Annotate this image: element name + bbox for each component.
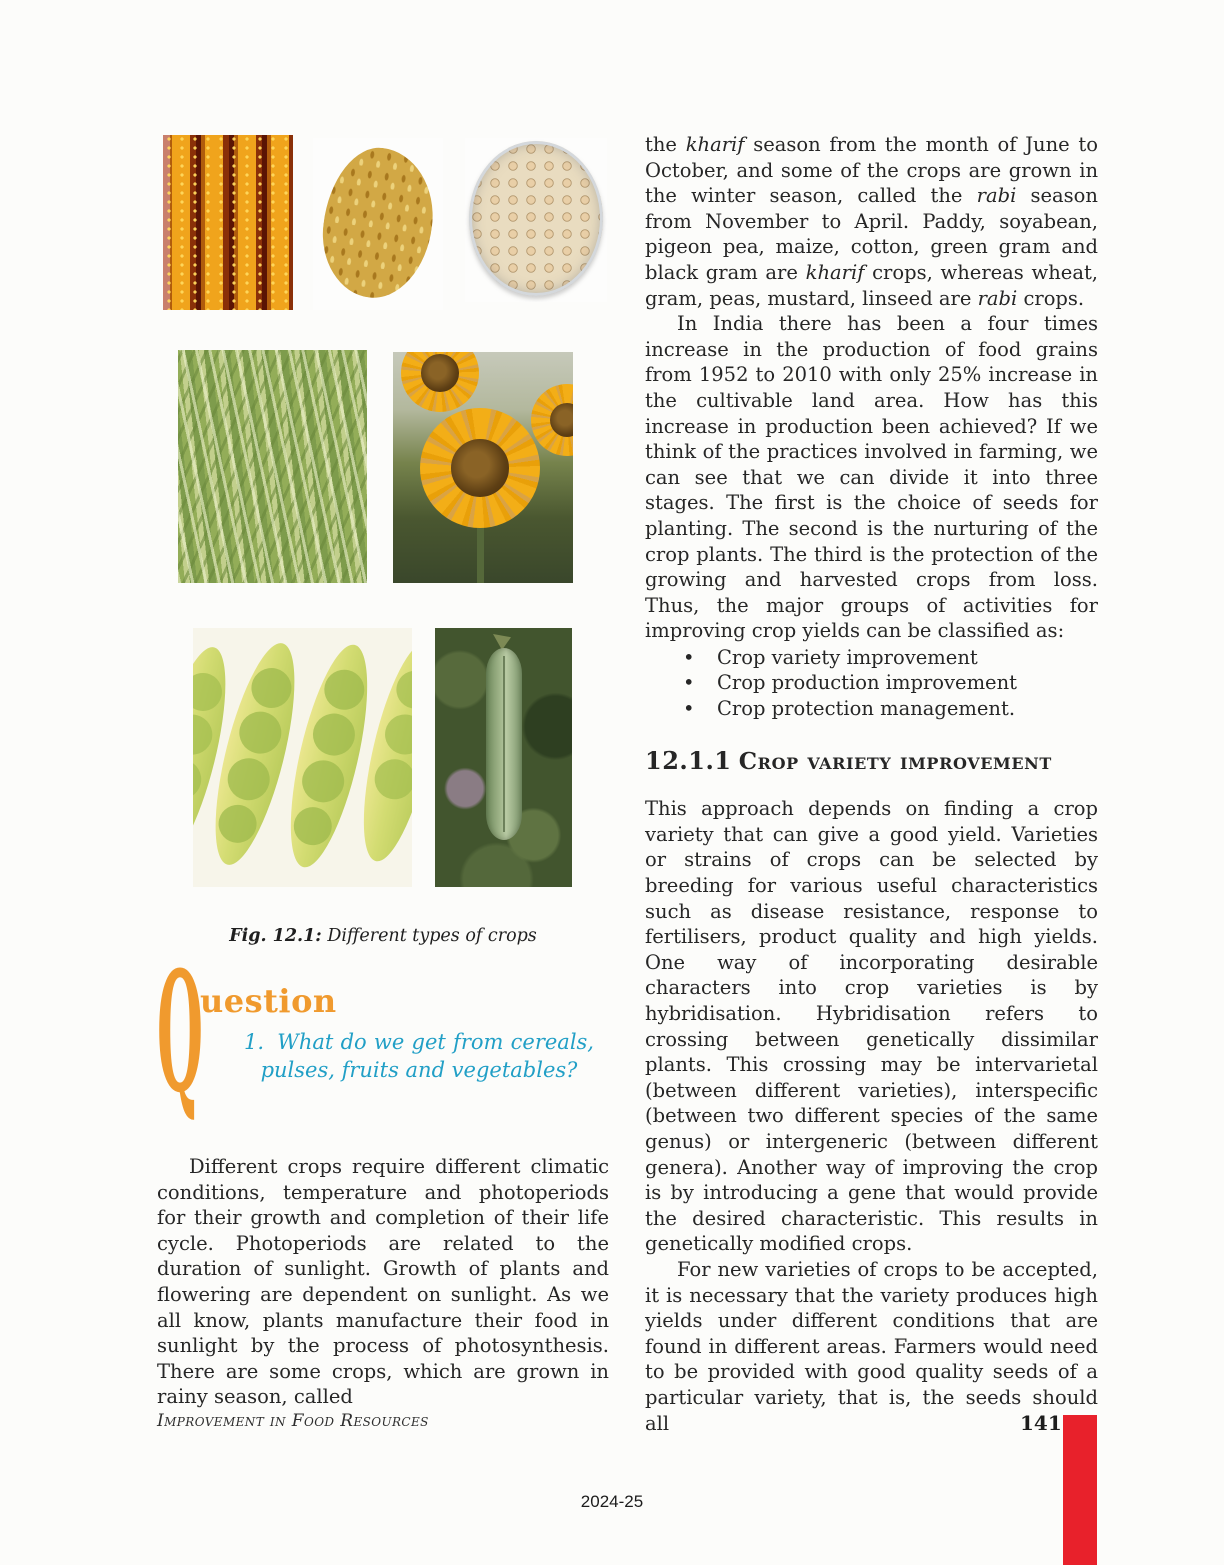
crop-activities-list (645, 645, 1098, 722)
question-text-line2: pulses, fruits and vegetables? (260, 1058, 578, 1082)
maize-photo (163, 135, 293, 310)
running-footer-chapter-title: Improvement in Food Resources (157, 1411, 429, 1431)
figure-caption-text: Different types of crops (321, 926, 537, 946)
edition-year-label: 2024-25 (580, 1492, 644, 1511)
paragraph-india-production: In India there has been a four times increase in the production of food grains from 1952 to 2010 with only 25% increase in the cultivable land area. How has this increase in production been achieved? If we think of the practices involved in farming, we can see that we can divide it into three stages. The first is the choice of seeds for planting. The second is the nurturing of the crop plants. The third is the protection of the growing and harvested crops from loss. Thus, the major groups of activities for improving crop yields can be classified as: (645, 312, 1098, 643)
figure-caption (157, 926, 609, 946)
question-text-line1: What do we get from cereals, (277, 1030, 594, 1054)
question-line-1 (244, 1028, 594, 1056)
page-number: 141 (1020, 1411, 1062, 1435)
pea-pod (486, 648, 522, 840)
red-edge-bar (1063, 1415, 1097, 1565)
sunflower-small-right (531, 384, 573, 456)
gram-seeds-photo (465, 138, 607, 302)
paddy-grains-photo (313, 138, 443, 310)
question-number: 1. (244, 1030, 265, 1054)
paragraph-climatic-conditions: Different crops require different climatic conditions, temperature and photoperiods for their growth and completion of their life cycle. Photoperiods are related to the duration of sunlight. Growth of plants and flowering are dependent on sunlight. As we all know, plants manufacture their food in sunlight by the process of photosynthesis. There are some crops, which are grown in rainy season, called (157, 1155, 609, 1409)
section-number: 12.1.1 (645, 745, 732, 775)
right-column (645, 132, 1098, 1436)
left-column (157, 1154, 609, 1410)
pea-pods-illustration (193, 628, 412, 887)
bullet-item: • Crop protection management. (717, 696, 1098, 722)
paragraph-crop-variety: This approach depends on finding a crop variety that can give a good yield. Varieties or strains of crops can be selected by breeding for various useful characteristics such as disease resistance, response to fertilisers, product quality and high yields. One way of incorporating desirable characters into crop varieties is by hybridisation. Hybridisation refers to crossing between genetically dissimilar plants. This crossing may be intervarietal (between different varieties), interspecific (between two different species of the same genus) or intergeneric (between different genera). Another way of improving the crop is by introducing a gene that would provide the desired characteristic. This results in genetically modified crops. (645, 797, 1098, 1256)
question-item (244, 1028, 594, 1084)
pea-pods-photo (193, 628, 412, 887)
section-heading-12-1-1 (645, 745, 1098, 776)
paddy-field-photo (178, 350, 367, 583)
paragraph-new-varieties: For new varieties of crops to be accepted, it is necessary that the variety produces high yields under different conditions that are found in different areas. Farmers would need to be provided with good quality seeds of a particular variety, that is, the seeds should all (645, 1257, 1098, 1435)
sunflower-small-left (401, 352, 479, 412)
sunflower-main-flower (420, 408, 540, 528)
sunflower-stem (477, 522, 484, 583)
section-title: Crop variety improvement (738, 747, 1052, 775)
paragraph-kharif-rabi: the kharif season from the month of June to October, and some of the crops are grown in the winter season, called the rabi season from November to April. Paddy, soyabean, pigeon pea, maize, cotton, green gram and black gram are kharif crops, whereas wheat, gram, peas, mustard, linseed are rabi crops. (645, 133, 1099, 310)
question-dropcap-q: Q (157, 935, 203, 1129)
figure-caption-label: Fig. 12.1: (229, 926, 322, 946)
bullet-item: • Crop variety improvement (717, 645, 1098, 671)
sunflower-photo (393, 352, 573, 583)
pea-plant-photo (435, 628, 572, 887)
question-heading: uestion (200, 982, 337, 1020)
bullet-item: • Crop production improvement (717, 670, 1098, 696)
